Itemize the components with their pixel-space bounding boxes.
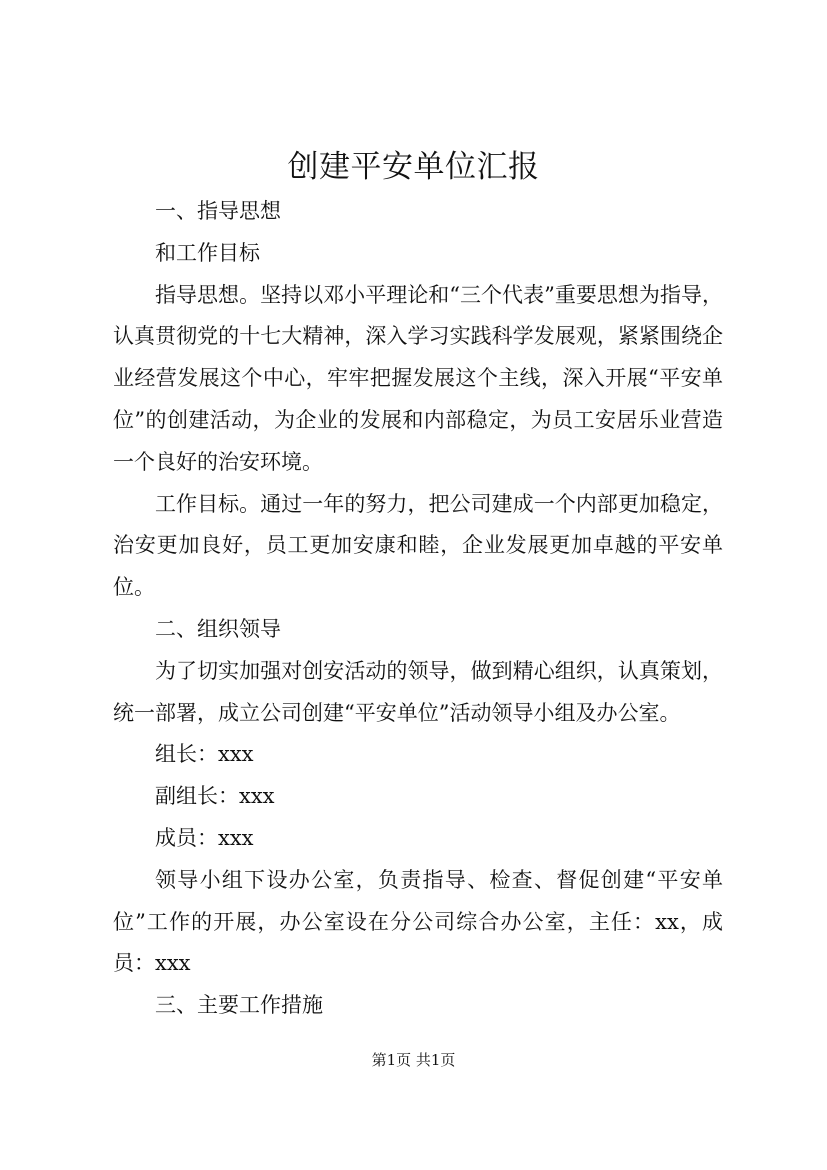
paragraph-guiding-thought: 指导思想。坚持以邓小平理论和“三个代表”重要思想为指导，认真贯彻党的十七大精神，深入学习实践科学发展观，紧紧围绕企业经营发展这个中心，牢牢把握发展这个主线，深入开展“平安单位”的创建活动，为企业的发展和内部稳定，为员工安居乐业营造一个良好的治安环境。 bbox=[113, 282, 723, 474]
section-heading-organization: 二、组织领导 bbox=[155, 616, 281, 641]
line-deputy-leader: 副组长：xxx bbox=[155, 784, 275, 809]
section-heading-work-goals: 和工作目标 bbox=[155, 240, 260, 265]
paragraph-organization: 为了切实加强对创安活动的领导，做到精心组织，认真策划，统一部署，成立公司创建“平安单位”活动领导小组及办公室。 bbox=[113, 658, 723, 725]
paragraph-work-goal: 工作目标。通过一年的努力，把公司建成一个内部更加稳定，治安更加良好，员工更加安康和睦，企业发展更加卓越的平安单位。 bbox=[113, 491, 723, 600]
line-team-leader: 组长：xxx bbox=[155, 742, 254, 767]
document-body bbox=[113, 191, 723, 1027]
line-members: 成员：xxx bbox=[155, 825, 254, 850]
section-heading-guiding-thought: 一、指导思想 bbox=[155, 199, 281, 223]
section-heading-main-measures: 三、主要工作措施 bbox=[155, 993, 323, 1018]
page-footer: 第1页 共1页 bbox=[371, 1051, 456, 1069]
document-title: 创建平安单位汇报 bbox=[287, 149, 540, 185]
paragraph-office: 领导小组下设办公室，负责指导、检查、督促创建“平安单位”工作的开展，办公室设在分公司综合办公室，主任：xx，成员：xxx bbox=[113, 867, 723, 976]
